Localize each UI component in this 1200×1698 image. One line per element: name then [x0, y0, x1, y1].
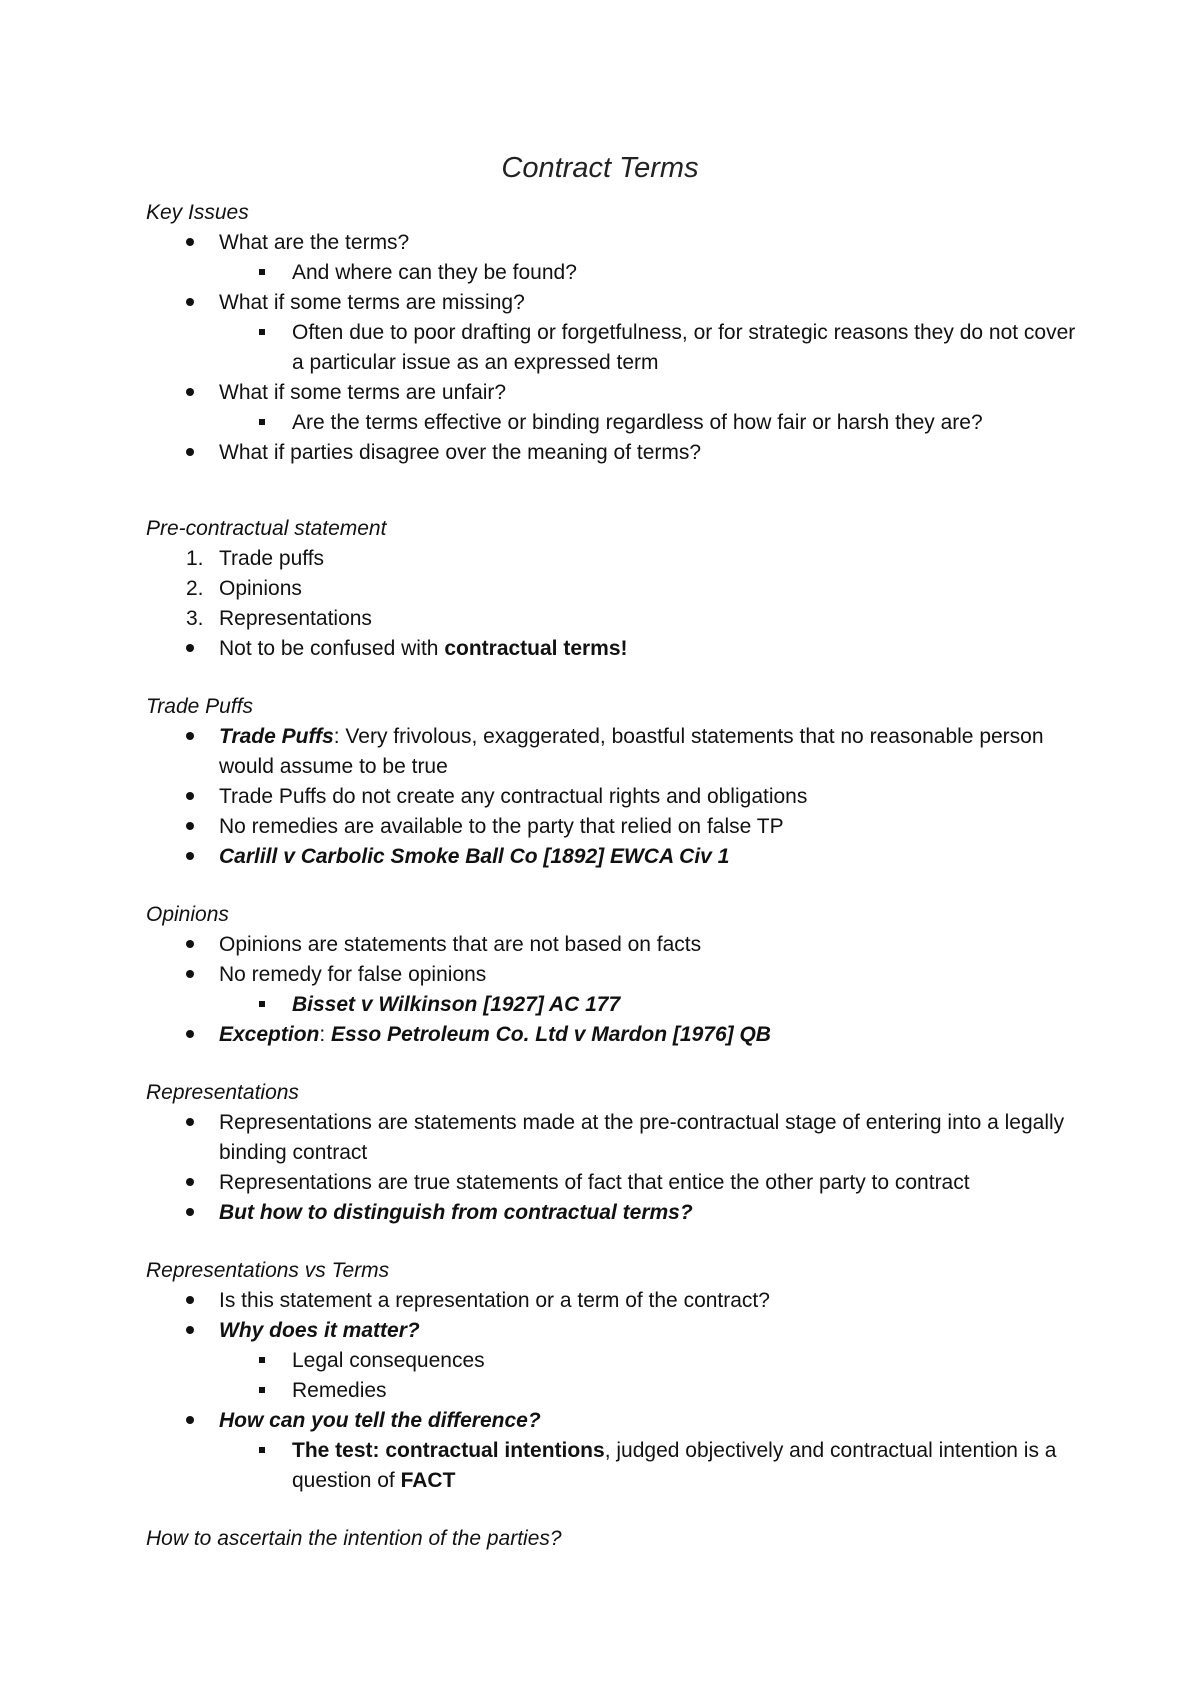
- section-heading-trade-puffs: Trade Puffs: [146, 695, 253, 718]
- list-item: The test: contractual intentions, judged objectively and contractual intention is a question of FACT: [146, 1436, 1076, 1496]
- list-item: Representations are statements made at the pre-contractual stage of entering into a legally binding contract: [146, 1108, 1076, 1168]
- bullet-icon: [186, 1326, 194, 1334]
- list-item: Is this statement a representation or a term of the contract?: [146, 1286, 1076, 1316]
- square-bullet-icon: [259, 329, 265, 335]
- list-item: What if parties disagree over the meaning of terms?: [146, 438, 1076, 468]
- bullet-icon: [186, 298, 194, 306]
- bullet-icon: [186, 822, 194, 830]
- bullet-icon: [186, 732, 194, 740]
- list-item: And where can they be found?: [146, 258, 1076, 288]
- bullet-icon: [186, 1030, 194, 1038]
- bullet-icon: [186, 1208, 194, 1216]
- list-item: 1. Trade puffs: [186, 547, 325, 570]
- bullet-icon: [186, 852, 194, 860]
- list-item: Often due to poor drafting or forgetfulness, or for strategic reasons they do not cover a particular issue as an expressed term: [146, 318, 1076, 378]
- list-item: No remedy for false opinions: [146, 960, 1076, 990]
- list-item: What if some terms are missing?: [146, 288, 1076, 318]
- section-heading-intention: How to ascertain the intention of the parties?: [146, 1527, 562, 1550]
- bullet-icon: [186, 1118, 194, 1126]
- bullet-icon: [186, 940, 194, 948]
- square-bullet-icon: [259, 1447, 265, 1453]
- square-bullet-icon: [259, 1001, 265, 1007]
- list-item: Representations are true statements of fact that entice the other party to contract: [146, 1168, 1076, 1198]
- pre-contractual-list: [146, 544, 1076, 664]
- bullet-icon: [186, 792, 194, 800]
- list-item: Exception: Esso Petroleum Co. Ltd v Mardon [1976] QB: [146, 1020, 1076, 1050]
- list-item: Are the terms effective or binding regardless of how fair or harsh they are?: [146, 408, 1076, 438]
- section-heading-pre-contractual: Pre-contractual statement: [146, 517, 387, 540]
- list-item: Why does it matter?: [146, 1316, 1076, 1346]
- list-item: Carlill v Carbolic Smoke Ball Co [1892] EWCA Civ 1: [146, 842, 1076, 872]
- list-item: Not to be confused with contractual terms!: [146, 634, 1076, 664]
- list-item: Trade Puffs do not create any contractual rights and obligations: [146, 782, 1076, 812]
- representations-list: [146, 1108, 1076, 1228]
- page-title: Contract Terms: [501, 152, 699, 184]
- section-heading-opinions: Opinions: [146, 903, 229, 926]
- list-item: Legal consequences: [146, 1346, 1076, 1376]
- bullet-icon: [186, 644, 194, 652]
- bullet-icon: [186, 1296, 194, 1304]
- list-item: Opinions are statements that are not based on facts: [146, 930, 1076, 960]
- bullet-icon: [186, 238, 194, 246]
- bullet-icon: [186, 1416, 194, 1424]
- section-heading-key-issues: Key Issues: [146, 201, 249, 224]
- section-heading-representations: Representations: [146, 1081, 299, 1104]
- list-item: 2. Opinions: [186, 577, 302, 600]
- list-item: Bisset v Wilkinson [1927] AC 177: [146, 990, 1076, 1020]
- opinions-list: [146, 930, 1076, 1050]
- list-item: 3. Representations: [186, 607, 372, 630]
- list-item: What are the terms?: [146, 228, 1076, 258]
- reps-vs-terms-list: [146, 1286, 1076, 1496]
- list-item: What if some terms are unfair?: [146, 378, 1076, 408]
- bullet-icon: [186, 448, 194, 456]
- bullet-icon: [186, 388, 194, 396]
- key-issues-list: [146, 228, 1076, 468]
- square-bullet-icon: [259, 1357, 265, 1363]
- trade-puffs-list: [146, 722, 1076, 872]
- list-item: Trade Puffs: Very frivolous, exaggerated, boastful statements that no reasonable person would assume to be true: [146, 722, 1076, 782]
- square-bullet-icon: [259, 269, 265, 275]
- bullet-icon: [186, 970, 194, 978]
- list-item: Remedies: [146, 1376, 1076, 1406]
- list-item: But how to distinguish from contractual terms?: [146, 1198, 1076, 1228]
- list-item: How can you tell the difference?: [146, 1406, 1076, 1436]
- list-item: No remedies are available to the party that relied on false TP: [146, 812, 1076, 842]
- square-bullet-icon: [259, 1387, 265, 1393]
- square-bullet-icon: [259, 419, 265, 425]
- section-heading-reps-vs-terms: Representations vs Terms: [146, 1259, 390, 1282]
- bullet-icon: [186, 1178, 194, 1186]
